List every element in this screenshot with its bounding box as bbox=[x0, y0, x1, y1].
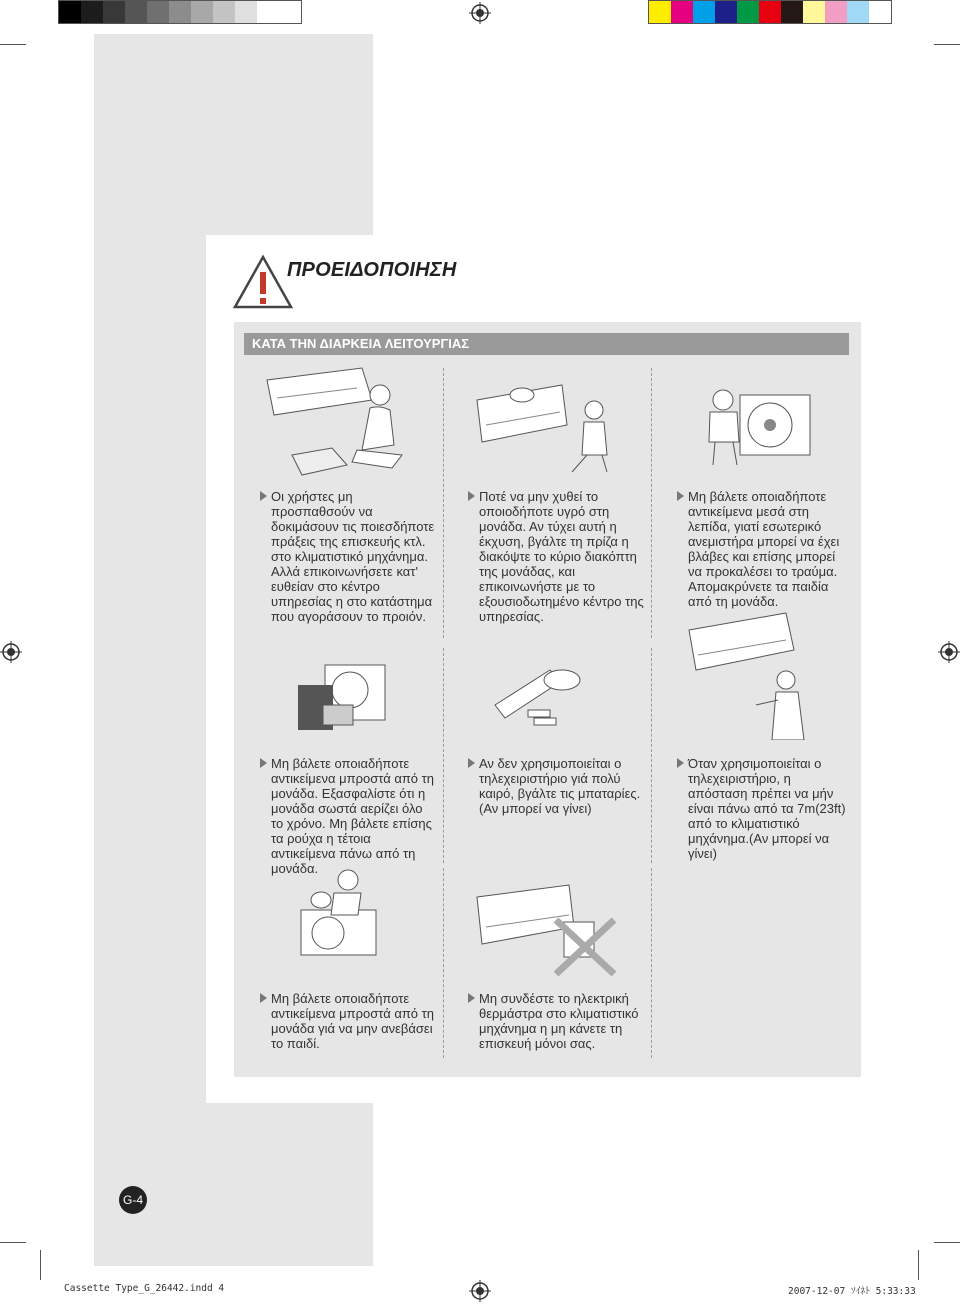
arrow-icon bbox=[260, 993, 267, 1003]
color-swatch bbox=[781, 1, 803, 23]
color-swatch bbox=[649, 1, 671, 23]
woman-with-remote-illustration bbox=[686, 605, 816, 740]
color-swatch bbox=[803, 1, 825, 23]
column-divider bbox=[651, 868, 652, 1058]
objects-blocking-outdoor-unit-illustration bbox=[295, 655, 395, 735]
footer-file: Cassette Type_G_26442.indd 4 bbox=[64, 1283, 225, 1294]
arrow-icon bbox=[677, 758, 684, 768]
column-divider bbox=[443, 868, 444, 1058]
crop-mark bbox=[918, 1250, 919, 1280]
color-swatch bbox=[279, 1, 301, 23]
item-text: Οι χρήστες μη προσπαθσούν να δοκιμάσουν τις ποιεσδήποτε πράξεις της επισκευής κτλ. στο κλιματιστικό μηχάνημα. Αλλά επικοινωνήσετε κατ' ευθείαν στο κέντρο υπηρεσίας η στο κατάστημα που αγοράσουν το προιόν. bbox=[260, 489, 438, 624]
item-text: Μη βάλετε οποιαδήποτε αντικείμενα μπροστά από τη μονάδα. Εξασφαλίστε ότι η μονάδα σωστά αερίζει όλο το χρόνο. Μη βάλετε επίσης τα ρούχα η τέτοια αντικείμενα πάνω από τη μονάδα. bbox=[260, 756, 438, 876]
column-divider bbox=[651, 648, 652, 863]
item-text: Όταν χρησιμοποιείται ο τηλεχειριστήριο, η απόσταση πρέπει να μήν είναι πάνω από τα 7m(23ft) από το κλιματιστικό μηχάνημα.(Αν μπορεί να γίνει) bbox=[677, 756, 852, 861]
page-number: G-4 bbox=[119, 1186, 147, 1214]
color-bar bbox=[648, 0, 892, 24]
color-swatch bbox=[191, 1, 213, 23]
registration-mark-icon bbox=[938, 641, 960, 663]
child-spilling-liquid-illustration bbox=[472, 380, 622, 480]
color-swatch bbox=[257, 1, 279, 23]
color-swatch bbox=[693, 1, 715, 23]
color-swatch bbox=[715, 1, 737, 23]
color-swatch bbox=[147, 1, 169, 23]
footer-timestamp: 2007-12-07 ｿｲﾈﾄ 5:33:33 bbox=[788, 1286, 916, 1297]
heater-crossed-out-illustration bbox=[474, 882, 619, 977]
column-divider bbox=[651, 368, 652, 638]
color-swatch bbox=[235, 1, 257, 23]
item-text: Μη βάλετε οποιαδήποτε αντικείμενα μεσά στη λεπίδα, γιατί εσωτερικό ανεμιστήρα μπορεί να έχει βλάβες και επίσης μπορεί να προκαλέσει το τραύμα. Απομακρύνετε τα παιδία από τη μονάδα. bbox=[677, 489, 852, 609]
crop-mark bbox=[934, 1242, 960, 1243]
color-swatch bbox=[759, 1, 781, 23]
crop-mark bbox=[934, 44, 960, 45]
column-divider bbox=[443, 368, 444, 638]
crop-mark bbox=[40, 1250, 41, 1280]
arrow-icon bbox=[677, 491, 684, 501]
color-swatch bbox=[81, 1, 103, 23]
column-divider bbox=[443, 648, 444, 863]
color-swatch bbox=[213, 1, 235, 23]
warning-triangle-icon bbox=[232, 254, 294, 310]
child-climbing-unit-illustration bbox=[296, 865, 386, 960]
color-swatch bbox=[671, 1, 693, 23]
crop-mark bbox=[0, 1242, 26, 1243]
color-swatch bbox=[103, 1, 125, 23]
item-text: Ποτέ να μην χυθεί το οποιοδήποτε υγρό στη μονάδα. Αν τύχει αυτή η έκχυση, βγάλτε τη πρίζα η διακόψτε το κύριο διακόπτη της μονάδας, και επικοινωνήστε με το εξουσιοδωτημένο κέντρο της υπηρεσίας. bbox=[468, 489, 646, 624]
color-swatch bbox=[59, 1, 81, 23]
man-repairing-ac-illustration bbox=[262, 360, 407, 480]
item-text: Μη βάλετε οποιαδήποτε αντικείμενα μπροστά από τη μονάδα γιά να μην ανεβάσει το παιδί. bbox=[260, 991, 438, 1051]
item-text: Μη συνδέστε το ηλεκτρική θερμάστρα στο κλιματιστικό μηχάνημα η μη κάνετε τη επισκευή μόνοι σας. bbox=[468, 991, 646, 1051]
crop-mark bbox=[0, 44, 26, 45]
color-swatch bbox=[869, 1, 891, 23]
remote-batteries-illustration bbox=[490, 660, 585, 730]
arrow-icon bbox=[468, 758, 475, 768]
arrow-icon bbox=[260, 491, 267, 501]
arrow-icon bbox=[468, 491, 475, 501]
registration-mark-icon bbox=[469, 2, 491, 24]
color-swatch bbox=[847, 1, 869, 23]
color-swatch bbox=[169, 1, 191, 23]
child-at-outdoor-fan-illustration bbox=[695, 380, 820, 470]
registration-mark-icon bbox=[469, 1280, 491, 1302]
warning-title: ΠΡΟΕΙΔΟΠΟΙΗΣΗ bbox=[287, 259, 457, 281]
arrow-icon bbox=[260, 758, 267, 768]
section-heading: ΚΑΤΑ ΤΗΝ ΔΙΑΡΚΕΙΑ ΛΕΙΤΟΥΡΓΙΑΣ bbox=[244, 333, 849, 355]
color-swatch bbox=[825, 1, 847, 23]
item-text: Αν δεν χρησιμοποιείται ο τηλεχειριστήριο γιά πολύ καιρό, βγάλτε τις μπαταρίες. (Αν μπορεί να γίνει) bbox=[468, 756, 646, 816]
color-swatch bbox=[737, 1, 759, 23]
grayscale-bar bbox=[58, 0, 302, 24]
color-swatch bbox=[125, 1, 147, 23]
arrow-icon bbox=[468, 993, 475, 1003]
registration-mark-icon bbox=[0, 641, 22, 663]
